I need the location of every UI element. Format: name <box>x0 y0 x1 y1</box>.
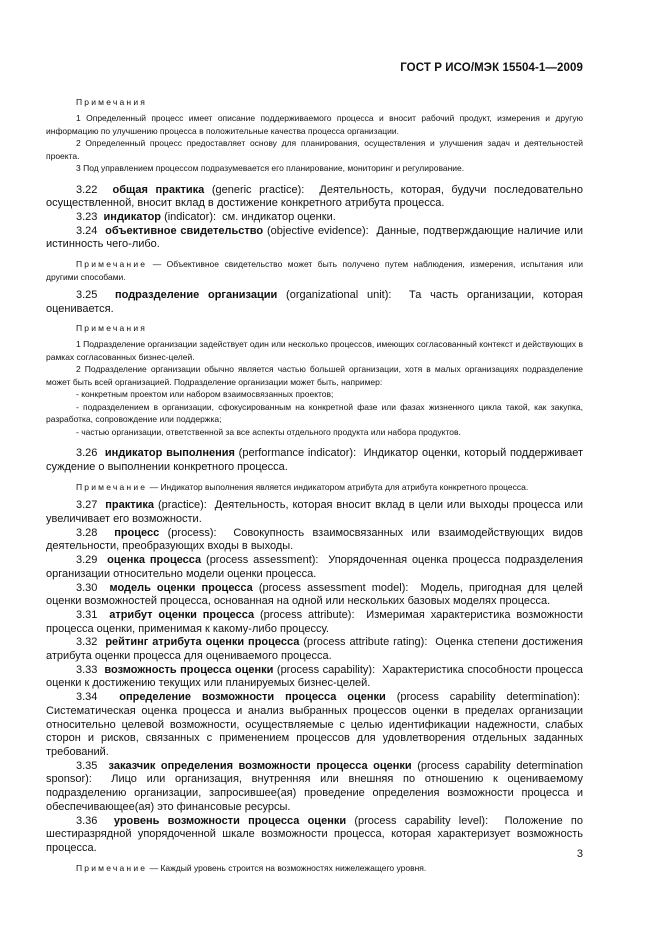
note-item: 1 Подразделение организации задействует один или несколько процессов, имеющих согласованный контекст и действующих в рамках согласованных бизнес-целей. <box>46 339 583 362</box>
note-3-36: Примечание — Каждый уровень строится на возможностях нижележащего уровня. <box>76 862 427 873</box>
note-item: 3 Под управлением процессом подразумевается его планирование, мониторинг и регулирование. <box>76 163 465 173</box>
note-3-26: Примечание — Индикатор выполнения является индикатором атрибута для атрибута конкретного процесса. <box>76 481 529 492</box>
note-item: 1 Определенный процесс имеет описание поддерживаемого процесса и вносит рабочий продукт, измерения и другую информацию по улучшению процесса в положительные качества процесса организации. <box>46 113 583 136</box>
note-item: 2 Определенный процесс предоставляет основу для планирования, осуществления и улучшения задач и деятельностей проекта. <box>46 138 583 161</box>
note-item: - частью организации, ответственной за все аспекты отдельного продукта или набора продуктов. <box>76 426 461 437</box>
term-3-25: 3.25 подразделение организации (organizational unit): Та часть организации, которая оценивается. <box>46 289 583 315</box>
notes-heading: Примечания <box>76 97 148 107</box>
page-number: 3 <box>576 848 583 860</box>
term-3-22: 3.22 общая практика (generic practice): Деятельность, которая, будучи последовательно осуществленной, вносит вклад в достижение конкретного атрибута процесса. <box>46 183 583 210</box>
term-3-30: 3.30 модель оценки процесса (process assessment model): Модель, пригодная для целей оценки возможностей процесса, основанная на одной или нескольких базовых моделях процесса. <box>46 581 583 608</box>
note-item: - конкретным проектом или набором взаимосвязанных проектов; <box>76 389 334 400</box>
notes-heading: Примечания <box>76 323 148 334</box>
term-3-36: 3.36 уровень возможности процесса оценки (process capability level): Положение по шестиразрядной упорядоченной шкале возможности процесса, которая характеризует возможность процесса. <box>46 814 583 854</box>
page-content <box>46 96 583 874</box>
term-3-34: 3.34 определение возможности процесса оценки (process capability determination): Систематическая оценка процесса и анализ выбранных процессов оценки в пределах организации относительно целевой возможности, осуществляемые с целью идентификации надежности, слабых сторон и рисков, связанных с применением процессов для удовлетворения отдельных заданных требований. <box>46 691 583 758</box>
term-3-28: 3.28 процесс (process): Совокупность взаимосвязанных или взаимодействующих видов деятельности, преобразующих входы в выходы. <box>46 526 583 553</box>
term-3-29: 3.29 оценка процесса (process assessment): Упорядоченная оценка процесса подразделения организации относительно модели оценки процесса. <box>46 554 583 580</box>
note-item: - подразделением в организации, сфокусированным на конкретной фазе или фазах жизненного цикла такой, как закупка, разработка, сопровождение или поддержка; <box>46 401 583 425</box>
term-3-24: 3.24 объективное свидетельство (objective evidence): Данные, подтверждающие наличие или истинность чего-либо. <box>46 224 583 251</box>
document-id-header: ГОСТ Р ИСО/МЭК 15504-1—2009 <box>400 62 583 74</box>
note-3-24: Примечание — Объективное свидетельство может быть получено путем наблюдения, измерения, испытания или другими способами. <box>46 259 583 282</box>
term-3-35: 3.35 заказчик определения возможности процесса оценки (process capability determination sponsor): Лицо или организация, внутренняя или внешняя по отношению к оцениваемому подразделению организации, запросившее(ая) проведение определения возможности процесса и обеспечивающее(ая) это финансовые ресурсы. <box>46 759 583 813</box>
term-3-27: 3.27 практика (practice): Деятельность, которая вносит вклад в цели или выходы процесса или увеличивает его возможности. <box>46 499 583 526</box>
term-3-23: 3.23 индикатор (indicator): см. индикатор оценки. <box>76 210 336 223</box>
term-3-31: 3.31 атрибут оценки процесса (process attribute): Измеримая характеристика возможности процесса оценки, применимая к какому-либо процессу. <box>46 608 583 635</box>
term-3-26: 3.26 индикатор выполнения (performance indicator): Индикатор оценки, который поддерживает суждение о выполнении конкретного процесса. <box>46 447 583 474</box>
term-3-32: 3.32 рейтинг атрибута оценки процесса (process attribute rating): Оценка степени достижения атрибута оценки процесса для оцениваемого процесса. <box>46 636 583 663</box>
term-3-33: 3.33 возможность процесса оценки (process capability): Характеристика способности процесса оценки к достижению текущих или планируемых бизнес-целей. <box>46 663 583 690</box>
note-item: 2 Подразделение организации обычно является частью большей организации, хотя в малых организациях подразделение может быть всей организацией. Подразделение организации может быть, например: <box>46 364 583 387</box>
